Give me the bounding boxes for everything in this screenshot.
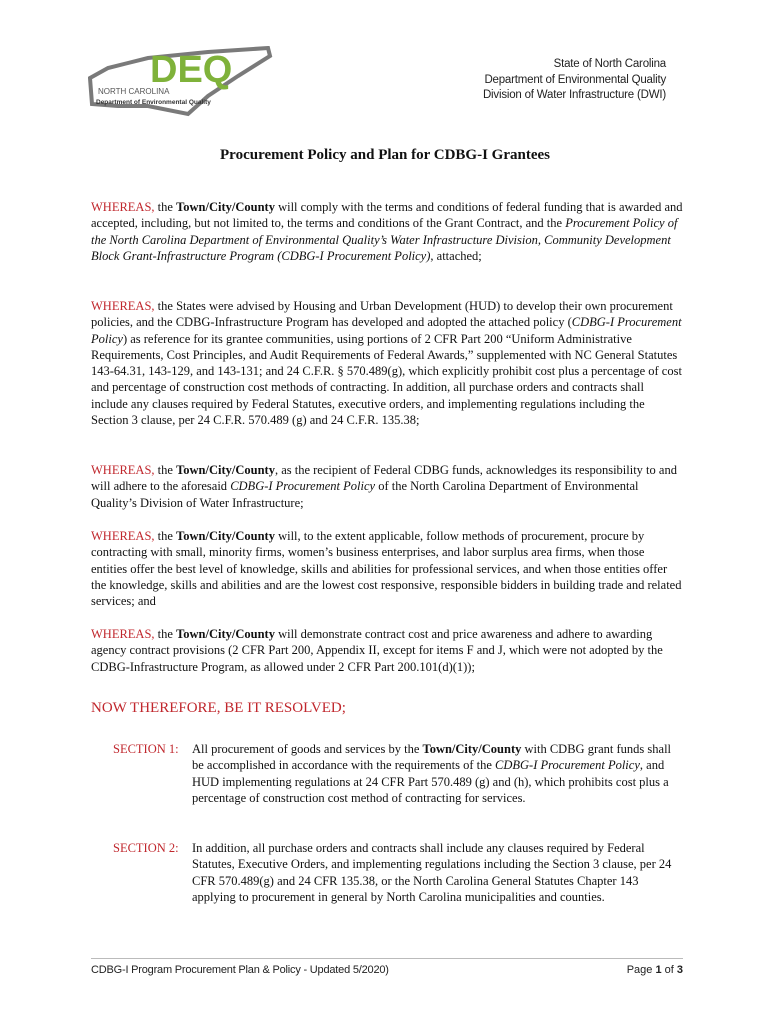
text: will, to the extent applicable, follow methods of procurement, procure by contracting with small, minority firms, women’s business enterprises, and labor surplus area firms, when those entities offer the best level of knowledge, skills and abilities for professional services, and when those entities offer the knowledge, skills and abilities and are the lowest cost responsive, responsible bidders in building trade and related services; and bbox=[91, 529, 682, 609]
section-1-label: SECTION 1: bbox=[113, 742, 179, 756]
text: All procurement of goods and services by the bbox=[192, 742, 423, 756]
section-2-body: In addition, all purchase orders and contracts shall include any clauses required by Federal Statutes, Executive Orders, and implementing regulations including the Section 3 clause, per 24 CFR 570.489(g) and 24 CFR 135.38, or the North Carolina General Statutes Chapter 143 applying to procurement in general by North Carolina municipalities and counties. bbox=[192, 841, 672, 904]
text: will comply with the terms and conditions of federal funding that is awarded and accepted, including, but not limited to, the terms and conditions of the Grant Contract, and the bbox=[91, 200, 683, 231]
text: the bbox=[154, 529, 177, 543]
page-indicator bbox=[627, 964, 683, 976]
whereas-label: WHEREAS, bbox=[91, 463, 155, 477]
whereas-label: WHEREAS, bbox=[91, 529, 155, 543]
whereas-paragraph-3 bbox=[91, 462, 683, 511]
whereas-label: WHEREAS, bbox=[91, 200, 155, 214]
whereas-paragraph-2 bbox=[91, 298, 683, 428]
policy-reference: CDBG-I Procurement Policy bbox=[495, 758, 640, 773]
entity-name: Town/City/County bbox=[176, 463, 275, 477]
section-2-label: SECTION 2: bbox=[113, 841, 179, 855]
whereas-paragraph-4 bbox=[91, 528, 683, 609]
text: , and HUD implementing regulations at 24 CFR Part 570.489 (g) and (h), which prohibits cost plus a percentage of construction cost method of contracting for services. bbox=[192, 758, 669, 805]
text: of the North Carolina Department of Environmental Quality’s Division of Water Infrastructure; bbox=[91, 479, 639, 510]
whereas-paragraph-1 bbox=[91, 199, 683, 264]
footer-document-name: CDBG-I Program Procurement Plan & Policy - Updated 5/2020) bbox=[91, 964, 389, 976]
agency-header bbox=[483, 57, 666, 104]
text: will demonstrate contract cost and price awareness and adhere to awarding agency contract provisions (2 CFR Part 200, Appendix II, except for items F and J, which were not adopted by the CDBG-Infrastructure Program, as allowed under 2 CFR Part 200.101(d)(1)); bbox=[91, 627, 663, 674]
section-2 bbox=[113, 840, 683, 905]
document-title: Procurement Policy and Plan for CDBG-I Grantees bbox=[220, 147, 550, 163]
text: , as the recipient of Federal CDBG funds, acknowledges its responsibility to and will adhere to the aforesaid bbox=[91, 463, 677, 494]
entity-name: Town/City/County bbox=[176, 200, 275, 214]
entity-name: Town/City/County bbox=[176, 529, 275, 543]
entity-name: Town/City/County bbox=[422, 742, 522, 756]
text: the bbox=[154, 463, 177, 477]
header-line-division: Division of Water Infrastructure (DWI) bbox=[482, 89, 666, 101]
header-line-department: Department of Environmental Quality bbox=[484, 73, 666, 86]
whereas-paragraph-5 bbox=[91, 626, 683, 675]
section-1-body bbox=[192, 741, 683, 806]
footer-divider bbox=[91, 958, 683, 959]
text: the States were advised by Housing and Urban Development (HUD) to develop their own procurement policies, and the CDBG-Infrastructure Program has developed and adopted the attached policy ( bbox=[91, 299, 673, 330]
total-pages: 3 bbox=[676, 964, 683, 976]
deq-logo bbox=[88, 46, 278, 118]
current-page: 1 bbox=[655, 964, 662, 976]
whereas-label: WHEREAS, bbox=[91, 299, 155, 313]
nc-deq-logo-graphic bbox=[88, 46, 278, 118]
policy-reference: Procurement Policy of the North Carolina Department of Environmental Quality’s Water Infrastructure Division, Community Development Block Grant-Infrastructure Program (CDBG-I Procurement Policy) bbox=[91, 216, 678, 263]
logo-deq-text: DEQ bbox=[150, 49, 233, 91]
header-line-state: State of North Carolina bbox=[553, 58, 666, 70]
page-word: Page bbox=[626, 964, 656, 976]
of-word: of bbox=[661, 964, 677, 976]
text: ) as reference for its grantee communities, using portions of 2 CFR Part 200 “Uniform Administrative Requirements, Cost Principles, and Audit Requirements of Federal Awards,” supplemented with NC General Statutes 143-64.31, 143-129, and 143-131; and 24 C.F.R. § 570.489(g), which explicitly prohibit cost plus a percentage of cost and percentage of construction cost methods of contracting. In addition, all purchase orders and contracts shall include any clauses required by Federal Statutes, executive orders, and implementing regulations including the Section 3 clause, per 24 C.F.R. 570.489 (g) and 24 C.F.R. 135.38; bbox=[91, 331, 682, 428]
section-1 bbox=[113, 741, 683, 806]
policy-reference: CDBG-I Procurement Policy bbox=[230, 479, 376, 494]
logo-state-text: NORTH CAROLINA bbox=[98, 87, 170, 96]
policy-reference: CDBG-I Procurement Policy bbox=[91, 315, 682, 346]
logo-dept-text: Department of Environmental Quality bbox=[96, 99, 211, 106]
text: the bbox=[154, 627, 177, 641]
text: the bbox=[154, 200, 177, 214]
resolved-heading: NOW THEREFORE, BE IT RESOLVED; bbox=[91, 700, 346, 716]
whereas-label: WHEREAS, bbox=[91, 627, 155, 641]
text: , attached; bbox=[430, 248, 482, 263]
text: with CDBG grant funds shall be accomplished in accordance with the requirements of the bbox=[192, 742, 672, 773]
entity-name: Town/City/County bbox=[176, 627, 275, 641]
